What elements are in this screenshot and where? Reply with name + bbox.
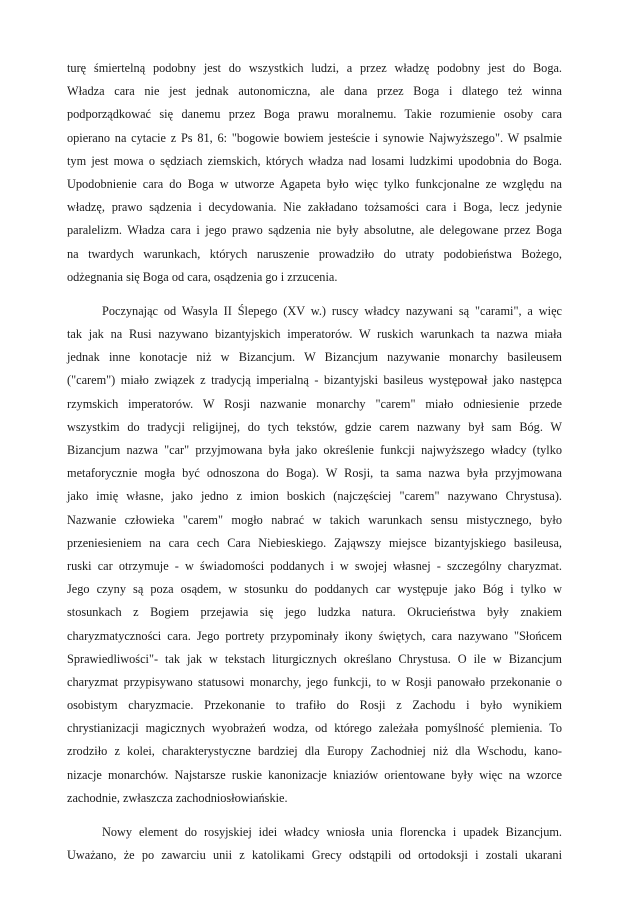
text-line: charyzmatyczności cara. Jego portrety przypominały ikony świętych, cara nazywano "Słońcem — [67, 628, 562, 643]
text-line: przeniesieniem na cara cech Cara Niebieskiego. Zająwszy miejsce bizantyjskiego basileusa, — [67, 535, 562, 550]
text-line: Bizancjum nazwa "car" przyjmowana była jako określenie funkcji najwyższego władcy (tylko — [67, 443, 562, 457]
document-page — [67, 57, 562, 878]
text-line: Upodobnienie cara do Boga w utworze Agapeta było więc tylko funkcjonalne ze względu na — [67, 176, 562, 191]
text-line: tym jest mowa o sędziach ziemskich, których władza nad losami ludzkimi upodobnia do Boga. — [67, 153, 562, 168]
text-line: Nowy element do rosyjskiej idei władcy wniosła unia florencka i upadek Bizancjum. — [102, 825, 562, 839]
paragraph-3 — [67, 821, 562, 867]
text-line: charyzmat przypisywano statusowi monarchy, jego funkcji, to w Rosji panowało przekonanie o — [67, 674, 562, 689]
text-line: wszystkim do tradycji religijnej, do tych tekstów, gdzie carem nazwany był sam Bóg. W — [67, 419, 562, 434]
text-line: jako imię własne, jako jedno z imion boskich (najczęściej "carem" nazywano Chrystusa). — [67, 489, 562, 504]
paragraph-1 — [67, 57, 562, 289]
text-line: metaforycznie mogła być odnoszona do Boga). W Rosji, ta sama nazwa była przyjmowana — [67, 466, 562, 481]
text-line: Poczynając od Wasyla II Ślepego (XV w.) ruscy władcy nazywani są "carami", a więc — [102, 303, 562, 318]
text-line: paralelizm. Władza cara i jego prawo sądzenia nie były absolutne, ale delegowane przez Boga — [67, 223, 562, 238]
text-line: Uważano, że po zawarciu unii z katolikami Grecy odstąpili od ortodoksji i zostali ukarani — [67, 848, 562, 863]
text-line: Sprawiedliwości"- tak jak w tekstach liturgicznych określano Chrystusa. O ile w Bizancjum — [67, 651, 562, 666]
text-line: jednak inne konotacje niż w Bizancjum. W Bizancjum nazywanie monarchy basileusem — [67, 350, 562, 365]
text-line: nizacje monarchów. Najstarsze ruskie kanonizacje kniaziów orientowane były więc na wzorce — [67, 767, 562, 782]
text-line: rzymskich imperatorów. W Rosji nazwanie monarchy "carem" miało odniesienie przede — [67, 396, 562, 411]
text-line: podporządkować się danemu przez Boga prawu moralnemu. Takie rozumienie osoby cara — [67, 107, 562, 122]
text-line: Władza cara nie jest jednak autonomiczna, ale dana przez Boga i dlatego też winna — [67, 84, 562, 99]
text-line: ("carem") miało związek z tradycją imperialną - bizantyjski basileus występował jako następca — [67, 373, 562, 388]
text-line: opierano na cytacie z Ps 81, 6: "bogowie bowiem jesteście i synowie Najwyższego". W psalmie — [67, 130, 562, 145]
text-line: stosunkach z Bogiem przejawia się jego ludzka natura. Okrucieństwa były znakiem — [67, 605, 562, 620]
text-line: zachodnie, zwłaszcza zachodniosłowiańskie. — [67, 790, 288, 805]
text-line: władzę, prawo sądzenia i decydowania. Nie zakładano tożsamości cara i Boga, lecz jedynie — [67, 200, 562, 215]
text-line: na twardych warunkach, których naruszenie prowadziło do utraty podobieństwa Bożego, — [67, 246, 562, 261]
text-line: turę śmiertelną podobny jest do wszystkich ludzi, a przez władzę podobny jest do Boga. — [67, 61, 562, 75]
paragraph-2 — [67, 300, 562, 810]
text-line: tak jak na Rusi nazywano bizantyjskich imperatorów. W ruskich warunkach ta nazwa miała — [67, 327, 562, 342]
text-line: zrodziło z kolei, charakterystyczne bardziej dla Europy Zachodniej niż dla Wschodu, kano- — [67, 744, 562, 759]
text-line: Jego czyny są poza osądem, w stosunku do poddanych car występuje jako Bóg i tylko w — [67, 582, 562, 597]
text-line: osobistym charyzmacie. Przekonanie to trafiło do Rosji z Zachodu i było wynikiem — [67, 698, 562, 713]
text-line: ruski car otrzymuje - w świadomości poddanych i w swojej własnej - szczególny charyzmat. — [67, 558, 562, 573]
text-line: chrystianizacji magicznych wyobrażeń wodza, od którego zależała pomyślność plemienia. To — [67, 721, 562, 736]
text-line: odżegnania się Boga od cara, osądzenia go i zrzucenia. — [67, 269, 338, 284]
text-line: Nazwanie człowieka "carem" mogło nabrać w takich warunkach sensu mistycznego, było — [67, 512, 562, 527]
